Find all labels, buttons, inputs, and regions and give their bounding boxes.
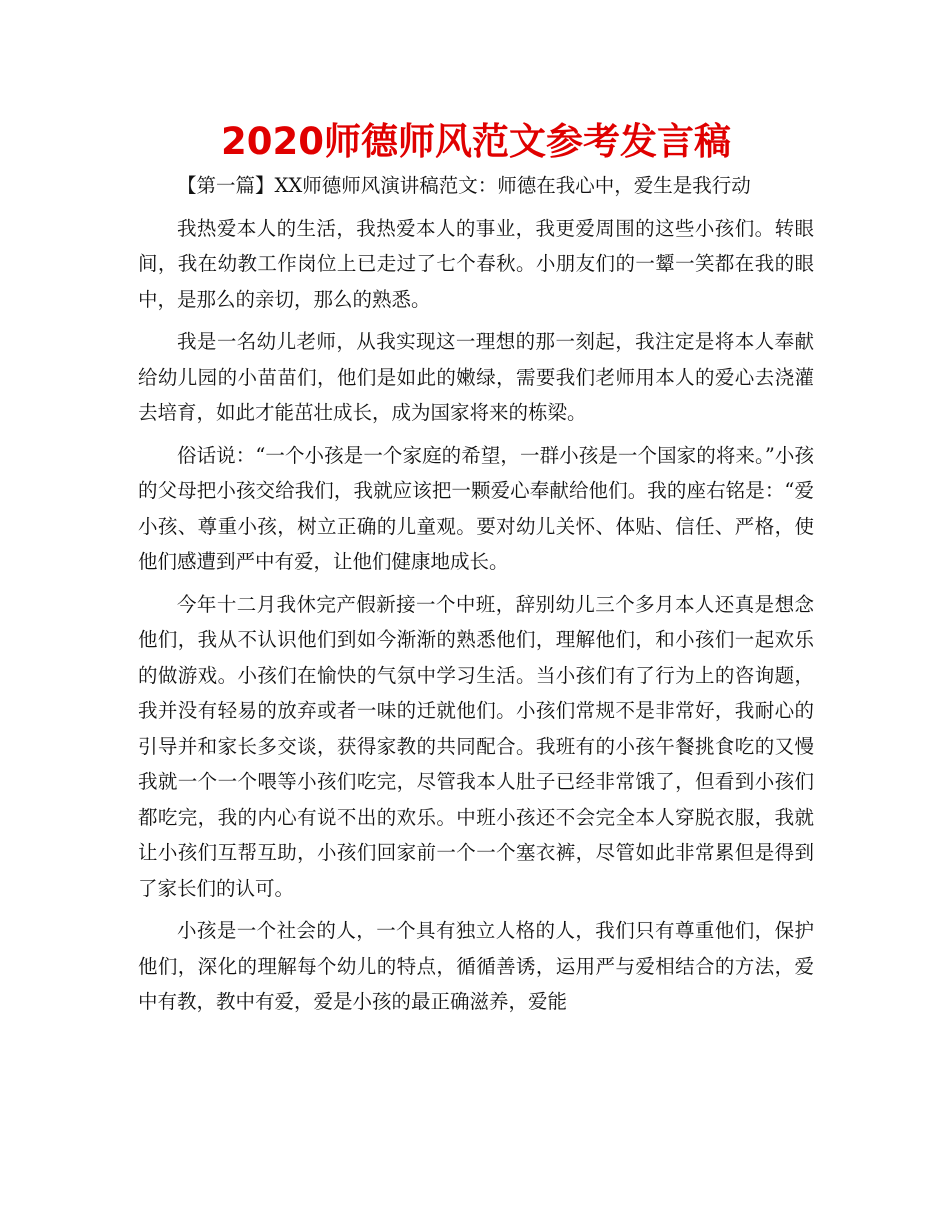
document-title: 2020师德师风范文参考发言稿 [221, 120, 731, 163]
paragraph-5: 小孩是一个社会的人，一个具有独立人格的人，我们只有尊重他们，保护他们，深化的理解每个幼儿的特点，循循善诱，运用严与爱相结合的方法，爱中有教，教中有爱，爱是小孩的最正确滋养，爱能 [138, 919, 814, 1013]
paragraph-4: 今年十二月我休完产假新接一个中班，辞别幼儿三个多月本人还真是想念他们，我从不认识他们到如今渐渐的熟悉他们，理解他们，和小孩们一起欢乐的做游戏。小孩们在愉快的气氛中学习生活。当小孩们有了行为上的咨询题，我并没有轻易的放弃或者一味的迁就他们。小孩们常规不是非常好，我耐心的引导并和家长多交谈，获得家教的共同配合。我班有的小孩午餐挑食吃的又慢我就一个一个喂等小孩们吃完，尽管我本人肚子已经非常饿了，但看到小孩们都吃完，我的内心有说不出的欢乐。中班小孩还不会完全本人穿脱衣服，我就让小孩们互帮互助，小孩们回家前一个一个塞衣裤，尽管如此非常累但是得到了家长们的认可。 [138, 592, 814, 900]
document-subtitle: 【第一篇】XX师德师风演讲稿范文：师德在我心中，爱生是我行动 [177, 174, 751, 197]
paragraph-2: 我是一名幼儿老师，从我实现这一理想的那一刻起，我注定是将本人奉献给幼儿园的小苗苗们，他们是如此的嫩绿，需要我们老师用本人的爱心去浇灌去培育，如此才能茁壮成长，成为国家将来的栋梁。 [138, 330, 814, 424]
paragraph-1: 我热爱本人的生活，我热爱本人的事业，我更爱周围的这些小孩们。转眼间，我在幼教工作岗位上已走过了七个春秋。小朋友们的一颦一笑都在我的眼中，是那么的亲切，那么的熟悉。 [138, 216, 814, 311]
paragraph-3: 俗话说：“一个小孩是一个家庭的希望，一群小孩是一个国家的将来。”小孩的父母把小孩交给我们，我就应该把一颗爱心奉献给他们。我的座右铭是：“爱小孩、尊重小孩，树立正确的儿童观。要对幼儿关怀、体贴、信任、严格，使他们感遭到严中有爱，让他们健康地成长。 [138, 443, 814, 573]
